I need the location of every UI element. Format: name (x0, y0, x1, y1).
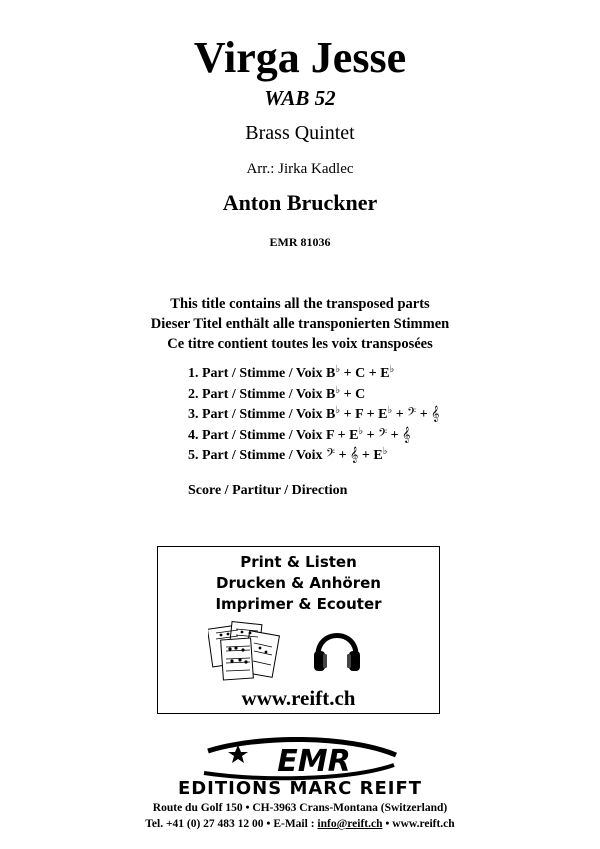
web-link[interactable]: • www.reift.ch (382, 818, 455, 830)
bass-clef-icon: 𝄢 (407, 406, 417, 423)
part-key: F (326, 427, 335, 443)
publisher-name: EDITIONS MARC REIFT (177, 778, 423, 799)
part-row: 1. Part / Stimme / Voix B♭ + C + E♭ (188, 364, 395, 381)
website-link[interactable]: www.reift.ch (241, 686, 356, 710)
part-key: B♭ (326, 384, 341, 402)
email-link[interactable]: info@reift.ch (317, 818, 383, 830)
flat-icon: ♭ (389, 364, 395, 375)
bass-clef-icon: 𝄢 (326, 447, 336, 464)
bass-clef-icon: 𝄢 (378, 426, 388, 443)
part-key: C (355, 366, 366, 381)
flat-icon: ♭ (387, 405, 393, 417)
flat-icon: ♭ (358, 425, 364, 437)
part-key: C (355, 386, 366, 402)
part-key: E♭ (380, 364, 395, 381)
flat-icon: ♭ (335, 364, 341, 375)
publisher-contact: Tel. +41 (0) 27 483 12 00 • E-Mail : info@reift.ch • www.reift.ch (145, 818, 455, 830)
part-key: E♭ (349, 425, 364, 443)
treble-clef-icon: 𝄞 (431, 406, 440, 423)
part-key: E♭ (378, 405, 393, 423)
note-german: Dieser Titel enthält alle transponierten Stimmen (150, 316, 450, 332)
instrumentation: Brass Quintet (245, 122, 355, 144)
flat-icon: ♭ (335, 384, 341, 396)
catalog-number: WAB 52 (264, 86, 336, 110)
logo-text: EMR (277, 744, 351, 779)
part-label: 5. Part / Stimme / Voix (188, 448, 323, 464)
headphones-icon (312, 621, 362, 675)
note-english: This title contains all the transposed parts (170, 296, 430, 312)
part-key: B♭ (326, 405, 341, 423)
page-title: Virga Jesse (193, 33, 407, 82)
print-listen-box (157, 546, 440, 714)
flat-icon: ♭ (335, 405, 341, 417)
parts-list (188, 360, 439, 463)
part-row: 4. Part / Stimme / Voix F + E♭ + 𝄢 + 𝄞 (188, 425, 411, 443)
edition-number: EMR 81036 (269, 235, 331, 249)
note-french: Ce titre contient toutes les voix transposées (167, 336, 433, 352)
treble-clef-icon: 𝄞 (350, 447, 359, 464)
part-label: 4. Part / Stimme / Voix (188, 427, 323, 443)
print-listen-fr: Imprimer & Ecouter (215, 595, 382, 613)
part-row: 3. Part / Stimme / Voix B♭ + F + E♭ + 𝄢 + 𝄞 (188, 405, 440, 423)
transposition-notes (0, 294, 600, 354)
part-label: 2. Part / Stimme / Voix (188, 386, 323, 402)
part-key: F (355, 407, 364, 423)
print-listen-en: Print & Listen (240, 553, 357, 571)
score-line: Score / Partitur / Direction (188, 483, 348, 498)
part-label: 1. Part / Stimme / Voix (188, 366, 323, 381)
print-listen-de: Drucken & Anhören (216, 574, 381, 592)
treble-clef-icon: 𝄞 (402, 426, 411, 443)
composer: Anton Bruckner (222, 190, 378, 215)
emr-logo (198, 737, 402, 781)
sheet-music-icon (208, 619, 280, 681)
part-key: B♭ (326, 364, 341, 381)
part-label: 3. Part / Stimme / Voix (188, 407, 323, 423)
part-row: 5. Part / Stimme / Voix 𝄢 + 𝄞 + E♭ (188, 446, 388, 464)
publisher-address: Route du Golf 150 • CH-3963 Crans-Montana (Switzerland) (152, 802, 448, 814)
part-row: 2. Part / Stimme / Voix B♭ + C (188, 384, 366, 402)
flat-icon: ♭ (382, 446, 388, 458)
part-key: E♭ (373, 446, 388, 464)
arranger: Arr.: Jirka Kadlec (246, 161, 354, 177)
